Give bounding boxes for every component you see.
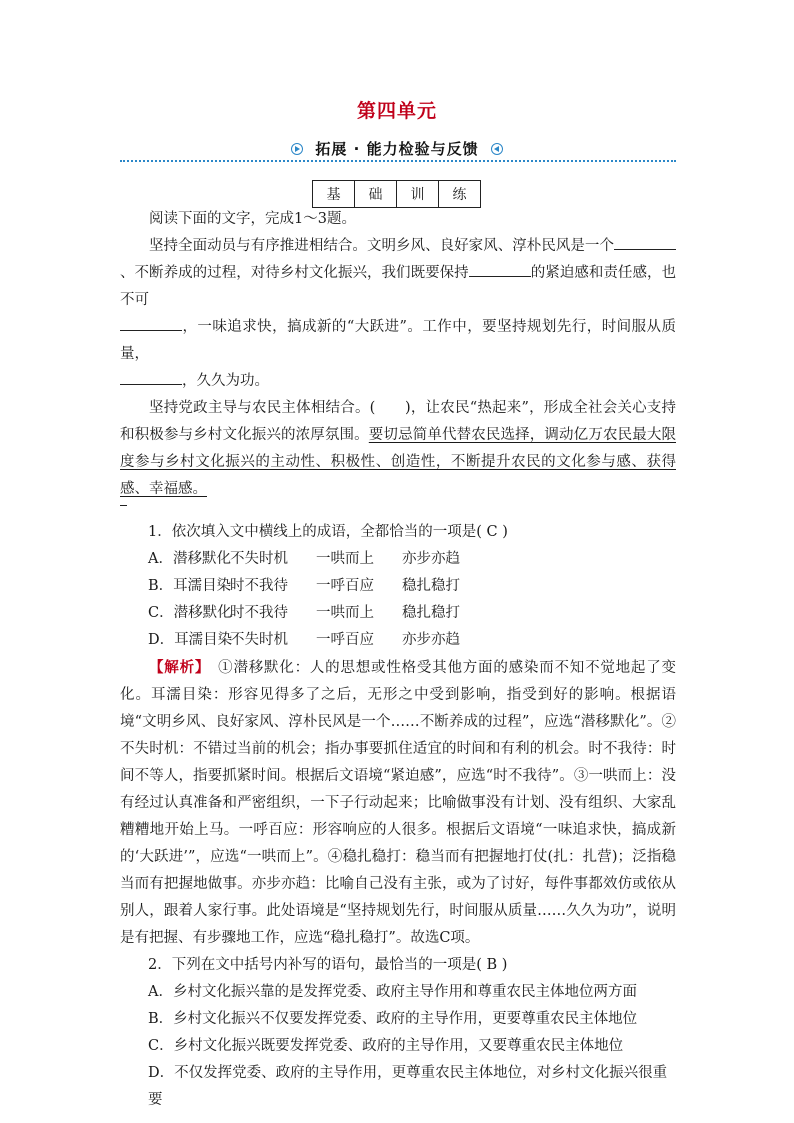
- question-2-option: D．不仅发挥党委、政府的主导作用，更尊重农民主体地位，对乡村文化振兴很重要: [148, 1065, 668, 1108]
- analysis-tag: 【解析】: [149, 659, 211, 676]
- passage-paragraph-2: [120, 395, 676, 503]
- basic-training-label: [312, 180, 481, 208]
- passage-text: 的紧迫感和责任感，也不可: [120, 265, 677, 308]
- content: [120, 206, 676, 1114]
- section-banner: [0, 138, 794, 160]
- passage-paragraph-1: [120, 233, 676, 395]
- label-char: 练: [439, 181, 481, 208]
- question-2-stem: 2．下列在文中括号内补写的语句，最恰当的一项是( B ): [148, 957, 508, 973]
- underline-mark: [120, 503, 676, 519]
- question-2-option: C．乡村文化振兴既要发挥党委、政府的主导作用，又要尊重农民主体地位: [148, 1038, 624, 1054]
- analysis-paragraph: [120, 654, 676, 952]
- question-1-option: B．耳濡目染时不我待 一呼百应 稳扎稳打: [148, 578, 460, 594]
- passage-text: 坚持党政主导与农民主体相结合。( )，让农民“热起来”，形成全社会关心支持和积极参与乡村文化振兴的浓厚氛围。: [120, 400, 676, 443]
- dotted-divider: [120, 160, 676, 162]
- banner-title: 拓展 · 能力检验与反馈: [315, 140, 479, 158]
- fill-blank: [120, 370, 182, 385]
- label-char: 训: [397, 181, 439, 208]
- fill-blank: [120, 316, 182, 331]
- underlined-sentence: 要切忌简单代替农民选择，调动亿万农民最大限度参与乡村文化振兴的主动性、积极性、创造性，不断提升农民的文化参与感、获得感、幸福感。: [120, 427, 676, 497]
- play-left-icon: [491, 143, 503, 155]
- passage-text: ，一味追求快，搞成新的“大跃进”。工作中，要坚持规划先行，时间服从质量，: [120, 319, 676, 362]
- unit-title: 第四单元: [356, 100, 437, 122]
- play-right-icon: [291, 143, 303, 155]
- question-1-option: A．潜移默化不失时机 一哄而上 亦步亦趋: [148, 551, 460, 567]
- fill-blank: [469, 262, 531, 277]
- passage-text: 、不断养成的过程，对待乡村文化振兴，我们既要保持: [120, 265, 469, 281]
- passage-text: 坚持全面动员与有序推进相结合。文明乡风、良好家风、淳朴民风是一个: [149, 238, 614, 254]
- intro-text: 阅读下面的文字，完成1～3题。: [149, 211, 356, 227]
- analysis-text: ①潜移默化：人的思想或性格受其他方面的感染而不知不觉地起了变化。耳濡目染：形容见得多了之后，无形之中受到影响，指受到好的影响。根据语境“文明乡风、良好家风、淳朴民风是一个……不断养成的过程”，应选“潜移默化”。②不失时机：不错过当前的机会；指办事要抓住适宜的时间和有利的机会。时不我待：时间不等人，指要抓紧时间。根据后文语境“紧迫感”，应选“时不我待”。③一哄而上：没有经过认真准备和严密组织，一下子行动起来；比喻做事没有计划、没有组织、大家乱糟糟地开始上马。一呼百应：形容响应的人很多。根据后文语境“一味追求快，搞成新的‘大跃进’”，应选“一哄而上”。④稳扎稳打：稳当而有把握地打仗(扎：扎营)；泛指稳当而有把握地做事。亦步亦趋：比喻自己没有主张，或为了讨好，每件事都效仿或依从别人，跟着人家行事。此处语境是“坚持规划先行，时间服从质量……久久为功”，说明是有把握、有步骤地工作，应选“稳扎稳打”。故选C项。: [120, 660, 677, 946]
- question-1-option: D．耳濡目染不失时机 一呼百应 亦步亦趋: [148, 632, 460, 648]
- question-2-option: A．乡村文化振兴靠的是发挥党委、政府主导作用和尊重农民主体地位两方面: [148, 984, 637, 1000]
- fill-blank: [614, 235, 676, 250]
- question-2-option: B．乡村文化振兴不仅要发挥党委、政府的主导作用，更要尊重农民主体地位: [148, 1011, 638, 1027]
- passage-text: ，久久为功。: [182, 373, 269, 389]
- label-char: 基: [313, 181, 355, 208]
- question-1-option: C．潜移默化时不我待 一哄而上 稳扎稳打: [148, 605, 460, 621]
- question-1-stem: 1．依次填入文中横线上的成语，全都恰当的一项是( C ): [148, 524, 508, 540]
- label-char: 础: [355, 181, 397, 208]
